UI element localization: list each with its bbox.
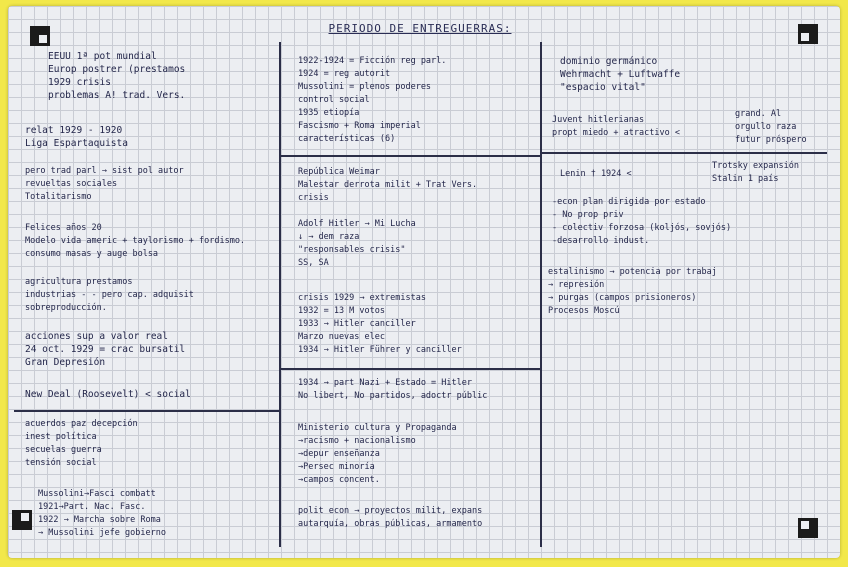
notes-roaring-twenties: Felices años 20 Modelo vida americ + taylorismo + fordismo. consumo masas y auge bolsa bbox=[25, 223, 246, 259]
notes-nazi-economy: polit econ → proyectos milit, expans autarquía, obras públicas, armamento bbox=[298, 506, 483, 529]
notes-rise-to-power: crisis 1929 → extremistas 1932 = 13 M votos 1933 → Hitler canciller Marzo nuevas elec 1934 → Hitler Führer y canciller bbox=[298, 293, 462, 355]
section-divider bbox=[281, 368, 540, 370]
notes-hitler-youth: Juvent hitlerianas propt miedo + atractivo < bbox=[552, 115, 680, 138]
notes-agriculture-industry: agricultura prestamos industrias - - pero cap. adquisit sobreproducción. bbox=[25, 277, 194, 313]
notes-italy-context: acuerdos paz decepción inest política secuelas guerra tensión social bbox=[25, 419, 138, 468]
notes-crash-1929: acciones sup a valor real 24 oct. 1929 = crac bursatil Gran Depresión bbox=[25, 331, 186, 368]
notes-spartacist: relat 1929 - 1920 Liga Espartaquista bbox=[25, 125, 128, 149]
notes-attractions: grand. Al orgullo raza futur próspero bbox=[735, 109, 807, 145]
notes-succession: Trotsky expansión Stalin 1 país bbox=[712, 161, 799, 184]
section-divider bbox=[14, 410, 279, 412]
column-divider bbox=[540, 42, 542, 547]
column-divider bbox=[279, 42, 281, 547]
corner-marker-icon bbox=[12, 510, 32, 530]
corner-marker-icon bbox=[30, 26, 50, 46]
section-divider bbox=[542, 152, 827, 154]
notes-totalitarianism: pero trad parl → sist pol autor revueltas sociales Totalitarismo bbox=[25, 166, 184, 202]
section-divider bbox=[281, 155, 540, 157]
corner-marker-icon bbox=[798, 24, 818, 44]
notes-new-deal: New Deal (Roosevelt) < social bbox=[25, 389, 191, 400]
notes-weimar: República Weimar Malestar derrota milit + Trat Vers. crisis bbox=[298, 167, 478, 203]
notes-germanic-dominion: dominio germánico Wehrmacht + Luftwaffe "espacio vital" bbox=[560, 56, 681, 93]
notes-lenin: Lenin † 1924 < bbox=[560, 169, 632, 179]
notes-fascist-italy: 1922-1924 = Ficción reg parl. 1924 = reg autorit Mussolini = plenos poderes control social 1935 etiopía Fascismo + Roma imperial características (6) bbox=[298, 56, 447, 144]
notes-mussolini: Mussolini→Fasci combatt 1921→Part. Nac. Fasc. 1922 → Marcha sobre Roma → Mussolini jefe gobierno bbox=[38, 489, 166, 538]
notes-usa-postwar: EEUU 1ª pot mundial Europ postrer (prestamos 1929 crisis problemas A! trad. Vers. bbox=[48, 51, 186, 101]
notes-propaganda: Ministerio cultura y Propaganda →racismo + nacionalismo →depur enseñanza →Persec minoría →campos concent. bbox=[298, 423, 457, 485]
notes-soviet-economy: -econ plan dirigida por estado - No prop priv - colectiv forzosa (koljós, sovjós) -desarrollo indust. bbox=[552, 197, 732, 246]
notes-stalinism: estalinismo → potencia por trabaj → represión → purgas (campos prisioneros) Procesos Moscú bbox=[548, 267, 717, 316]
notes-hitler: Adolf Hitler → Mi Lucha ↓ → dem raza "responsables crisis" SS, SA bbox=[298, 219, 416, 268]
corner-marker-icon bbox=[798, 518, 818, 538]
notes-nazi-state: 1934 → part Nazi + Estado = Hitler No libert, No partidos, adoctr públic bbox=[298, 378, 488, 401]
page-title: PERIODO DE ENTREGUERRAS: bbox=[328, 22, 512, 35]
